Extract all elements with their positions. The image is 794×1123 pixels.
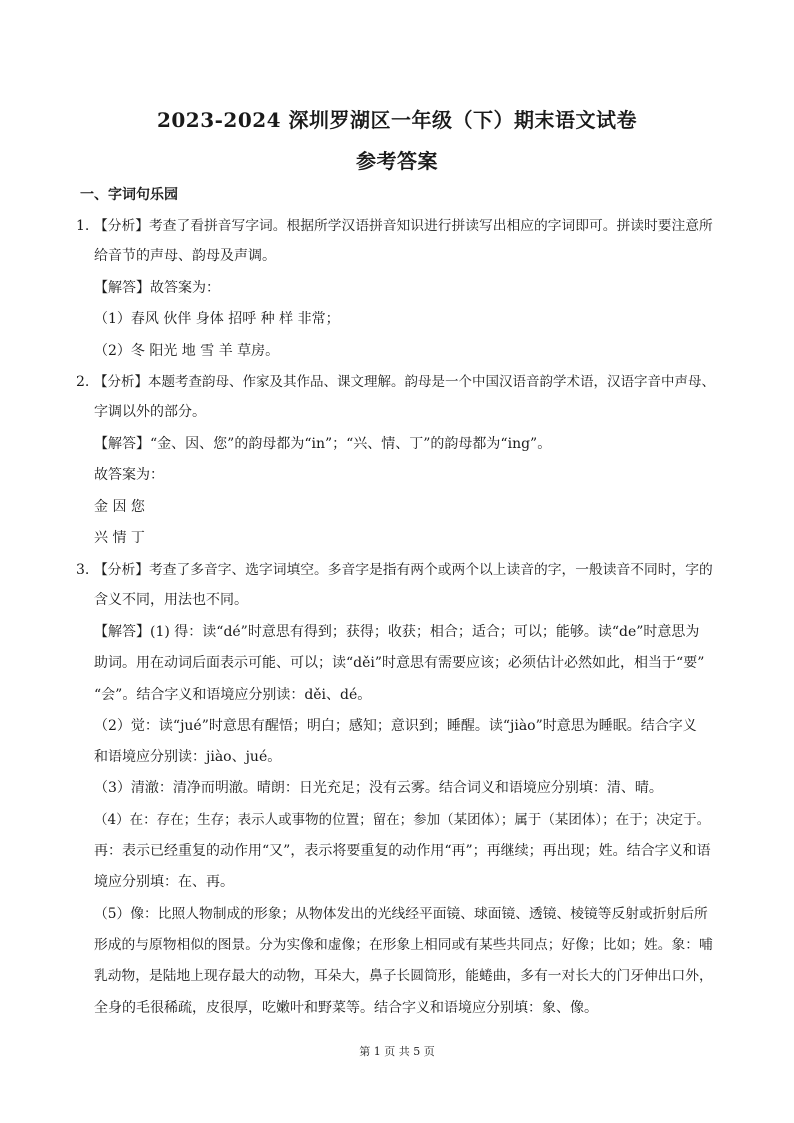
q1-line-3: 【解答】故答案为： — [94, 280, 220, 296]
q3-line-8: （3）清澈：清净而明澈。晴朗：日光充足；没有云雾。结合词义和语境应分别填：清、晴。 — [94, 780, 663, 796]
q3-line-10: 再：表示已经重复的动作用“又”，表示将要重复的动作用“再”；再继续；再出现；姓。结合字义和语 — [94, 843, 711, 859]
question-number-1: 1. — [76, 218, 90, 234]
q3-line-7: 和语境应分别读：jiào、jué。 — [94, 749, 282, 765]
q3-line-6: （2）觉：读“jué”时意思有醒悟；明白；感知；意识到；睡醒。读“jiào”时意思为睡眠。结合字义 — [94, 718, 697, 734]
question-number-2: 2. — [76, 374, 90, 390]
q2-line-1: 【分析】本题考查韵母、作家及其作品、课文理解。韵母是一个中国汉语音韵学术语，汉语字音中声母、 — [94, 374, 715, 390]
q3-line-9: （4）在：存在；生存；表示人或事物的位置；留在；参加（某团体）；属于（某团体）；在于；决定于。 — [94, 812, 711, 828]
document-title: 2023-2024 深圳罗湖区一年级（下）期末语文试卷 — [156, 108, 638, 132]
q1-line-2: 给音节的声母、韵母及声调。 — [94, 248, 276, 264]
q1-line-4: （1）春风 伙伴 身体 招呼 种 样 非常； — [94, 311, 340, 327]
page-footer: 第 1 页 共 5 页 — [359, 1045, 435, 1058]
q3-line-1: 【分析】考查了多音字、选字词填空。多音字是指有两个或两个以上读音的字，一般读音不同时，字的 — [94, 562, 713, 578]
q2-line-3: 【解答】“金、因、您”的韵母都为“in”；“兴、情、丁”的韵母都为“ing”。 — [94, 436, 552, 452]
document-subtitle: 参考答案 — [356, 149, 438, 173]
question-number-3: 3. — [76, 562, 90, 578]
q2-line-6: 兴 情 丁 — [94, 530, 145, 546]
q3-line-13: 形成的与原物相似的图景。分为实像和虚像；在形象上相同或有某些共同点；好像；比如；姓。象：哺 — [94, 937, 713, 953]
q2-line-4: 故答案为： — [94, 467, 164, 483]
q3-line-5: “会”。结合字义和语境应分别读：děi、dé。 — [94, 687, 372, 703]
q2-line-5: 金 因 您 — [94, 499, 145, 515]
q3-line-14: 乳动物，是陆地上现存最大的动物，耳朵大，鼻子长圆筒形，能蜷曲，多有一对长大的门牙伸出口外， — [94, 968, 713, 984]
q3-line-15: 全身的毛很稀疏，皮很厚，吃嫩叶和野菜等。结合字义和语境应分别填：象、像。 — [94, 1000, 598, 1016]
section-heading: 一、字词句乐园 — [80, 187, 178, 203]
q1-line-1: 【分析】考查了看拼音写字词。根据所学汉语拼音知识进行拼读写出相应的字词即可。拼读时要注意所 — [94, 218, 713, 234]
q3-line-11: 境应分别填：在、再。 — [94, 874, 234, 890]
q3-line-3: 【解答】(1) 得：读“dé”时意思有得到；获得；收获；相合；适合；可以；能够。读“de”时意思为 — [94, 624, 700, 640]
q3-line-2: 含义不同，用法也不同。 — [94, 592, 248, 608]
q3-line-12: （5）像：比照人物制成的形象；从物体发出的光线经平面镜、球面镜、透镜、棱镜等反射或折射后所 — [94, 906, 708, 922]
q3-line-4: 助词。用在动词后面表示可能、可以；读“děi”时意思有需要应该；必须估计必然如此，相当于“要” — [94, 655, 705, 671]
q2-line-2: 字调以外的部分。 — [94, 404, 206, 420]
q1-line-5: （2）冬 阳光 地 雪 羊 草房。 — [94, 343, 280, 359]
